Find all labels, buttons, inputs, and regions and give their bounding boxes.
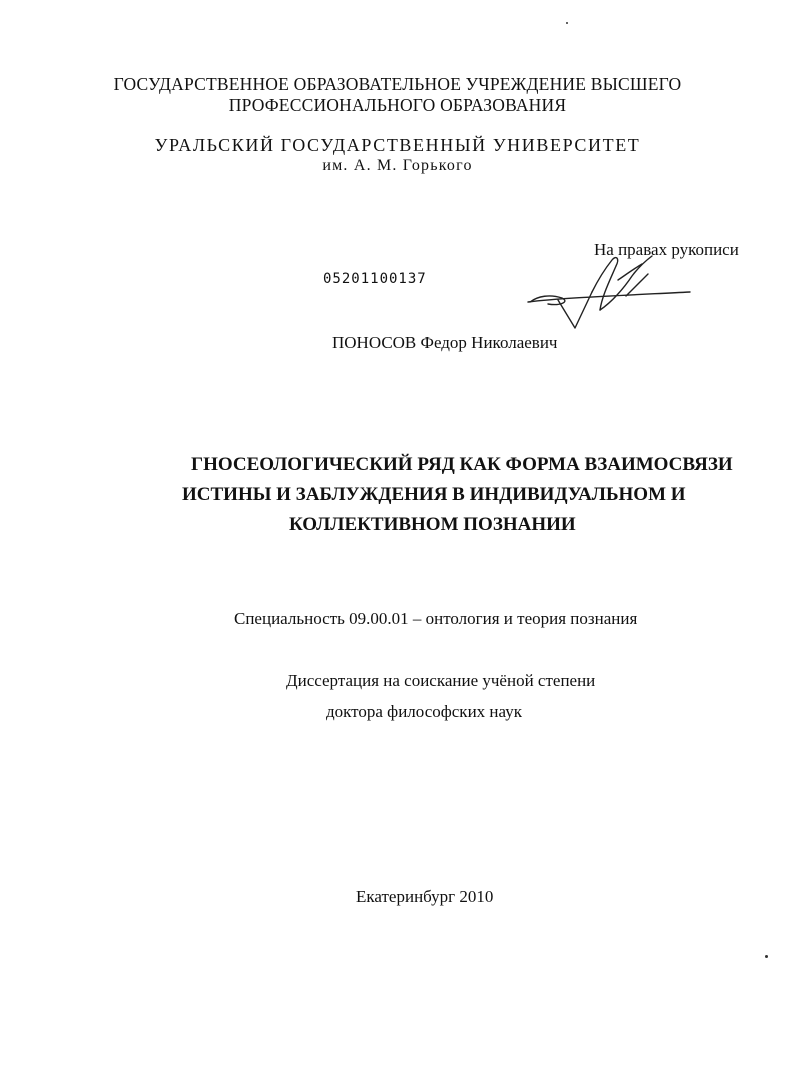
- title-line-2: ИСТИНЫ И ЗАБЛУЖДЕНИЯ В ИНДИВИДУАЛЬНОМ И: [182, 484, 686, 505]
- university-name: УРАЛЬСКИЙ ГОСУДАРСТВЕННЫЙ УНИВЕРСИТЕТ: [154, 135, 641, 155]
- registration-code: 05201100137: [323, 271, 427, 287]
- title-line-1: ГНОСЕОЛОГИЧЕСКИЙ РЯД КАК ФОРМА ВЗАИМОСВЯЗИ: [191, 454, 733, 475]
- institution-line-2: ПРОФЕССИОНАЛЬНОГО ОБРАЗОВАНИЯ: [228, 95, 567, 115]
- institution-line-1: ГОСУДАРСТВЕННОЕ ОБРАЗОВАТЕЛЬНОЕ УЧРЕЖДЕНИЕ ВЫСШЕГО: [113, 74, 682, 94]
- dissertation-line-1: Диссертация на соискание учёной степени: [286, 671, 596, 690]
- author-name: ПОНОСОВ Федор Николаевич: [332, 333, 558, 352]
- manuscript-rights: На правах рукописи: [594, 240, 739, 259]
- scan-speck-right: [765, 955, 768, 958]
- dissertation-line-2: доктора философских наук: [326, 702, 522, 721]
- university-named-after: им. А. М. Горького: [322, 157, 473, 174]
- scan-speck-top: [566, 22, 568, 24]
- specialty: Специальность 09.00.01 – онтология и теория познания: [234, 609, 638, 628]
- title-line-3: КОЛЛЕКТИВНОМ ПОЗНАНИИ: [289, 514, 576, 535]
- city-year: Екатеринбург 2010: [356, 887, 494, 906]
